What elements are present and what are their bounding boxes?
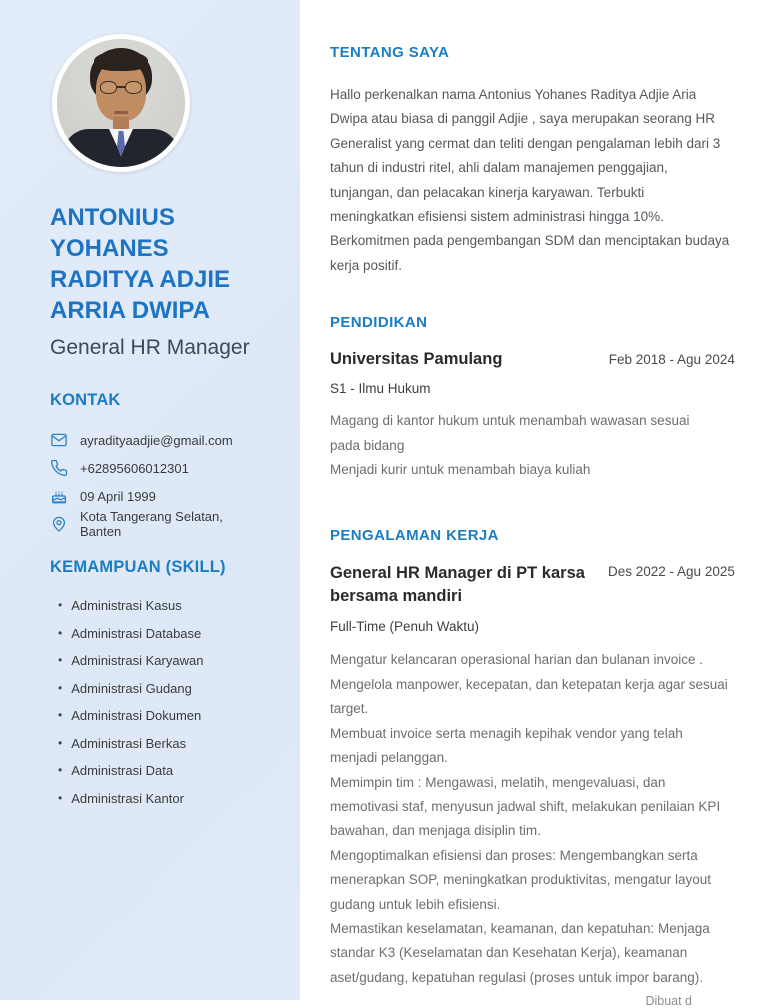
experience-duty-line: Membuat invoice serta menagih kepihak vendor yang telah menjadi pelanggan.: [330, 725, 683, 766]
contact-item-birthday: [50, 487, 264, 505]
skill-label: Administrasi Gudang: [71, 680, 192, 696]
contact-location-value: Kota Tangerang Selatan, Banten: [80, 509, 223, 539]
education-heading: PENDIDIKAN: [330, 314, 428, 332]
experience-heading: PENGALAMAN KERJA: [330, 527, 499, 545]
skill-label: Administrasi Data: [71, 763, 174, 778]
experience-duty-line: Mengoptimalkan efisiensi dan proses: Mengembangkan serta menerapkan SOP, meningkatkan produktivitas, mengatur layout gudang untuk lebih efisiensi.: [330, 847, 711, 912]
phone-icon: [50, 459, 68, 477]
contact-phone-value: +62895606012301: [80, 460, 189, 476]
sidebar: [0, 0, 300, 1000]
skills-list: [50, 598, 264, 806]
photo-mouth: [114, 111, 128, 114]
skill-label: Administrasi Kantor: [71, 790, 184, 806]
photo-glasses-right-lens: [125, 81, 142, 94]
birthday-icon: [50, 487, 68, 505]
skill-label: Administrasi Karyawan: [71, 653, 204, 668]
skill-item: [50, 763, 264, 778]
education-title-row: [330, 350, 735, 369]
skill-label: Administrasi Kasus: [71, 598, 182, 613]
experience-duty-line: Memastikan keselamatan, keamanan, dan kepatuhan: Menjaga standar K3 (Keselamatan dan Kesehatan Kerja), keamanan aset/gudang, kepatuhan regulasi (proses untuk impor barang).: [330, 920, 710, 985]
skill-item: [50, 653, 264, 668]
experience-duties: [330, 648, 735, 990]
skills-heading: KEMAMPUAN (SKILL): [50, 558, 226, 576]
candidate-job-title: General HR Manager: [50, 336, 250, 359]
education-institution: Universitas Pamulang: [330, 350, 503, 369]
experience-period: Des 2022 - Agu 2025: [608, 564, 735, 580]
skill-item: [50, 681, 264, 696]
education-section: [330, 314, 735, 482]
skill-label: Administrasi Dokumen: [71, 708, 202, 723]
experience-duty-line: Mengelola manpower, kecepatan, dan ketepatan kerja agar sesuai target.: [330, 676, 728, 717]
skill-item: [50, 598, 264, 613]
location-icon: [50, 515, 68, 533]
skill-item: [50, 791, 264, 806]
skill-item: [50, 708, 264, 723]
skill-label: Administrasi Database: [71, 625, 202, 641]
profile-photo: [52, 34, 190, 172]
contact-list: [50, 431, 264, 539]
bullet-icon: •: [58, 598, 63, 612]
education-detail-line: Menjadi kurir untuk menambah biaya kuliah: [330, 462, 591, 478]
experience-title-row: [330, 562, 735, 608]
email-icon: [50, 431, 68, 449]
candidate-name: ANTONIUS YOHANES RADITYA ADJIE ARRIA DWIPA: [50, 204, 231, 324]
contact-item-phone: [50, 459, 264, 477]
bullet-icon: •: [58, 735, 63, 750]
photo-glasses: [99, 81, 143, 95]
bullet-icon: •: [58, 625, 63, 640]
education-period: Feb 2018 - Agu 2024: [608, 352, 735, 368]
experience-duty-line: Mengatur kelancaran operasional harian dan bulanan invoice .: [330, 652, 704, 668]
experience-duty-line: Memimpin tim : Mengawasi, melatih, mengevaluasi, dan memotivasi staf, menyusun jadwal shift, melakukan penilaian KPI bawahan, dan menjaga disiplin tim.: [330, 774, 721, 839]
bullet-icon: •: [58, 653, 63, 667]
contact-birthday-value: 09 April 1999: [80, 488, 156, 504]
contact-item-email: [50, 431, 264, 449]
bullet-icon: •: [58, 680, 63, 695]
photo-fringe: [94, 51, 148, 71]
photo-glasses-bridge: [117, 86, 125, 88]
bullet-icon: •: [58, 708, 63, 722]
bullet-icon: •: [58, 763, 63, 777]
builder-watermark: Dibuat d: [645, 994, 692, 1008]
photo-glasses-left-lens: [100, 81, 117, 94]
bullet-icon: •: [58, 790, 63, 805]
education-details: [330, 409, 735, 482]
experience-section: [330, 527, 735, 990]
experience-employment-type: Full-Time (Penuh Waktu): [330, 619, 480, 635]
about-text: Hallo perkenalkan nama Antonius Yohanes Raditya Adjie Aria Dwipa atau biasa di panggil Adjie , saya merupakan seorang HR Generalist yang cermat dan teliti dengan pengalaman lebih dari 3 tahun di industri ritel, ahli dalam manajemen penggajian, tunjangan, dan pelacakan kinerja karyawan. Terbukti meningkatkan efisiensi sistem administrasi hingga 10%. Berkomitmen pada pengembangan SDM dan menciptakan budaya kerja positif.: [330, 87, 730, 273]
skill-item: [50, 626, 264, 641]
contact-heading: KONTAK: [50, 391, 121, 409]
experience-job-title: General HR Manager di PT karsa bersama mandiri: [330, 564, 585, 606]
skill-item: [50, 736, 264, 751]
skill-label: Administrasi Berkas: [71, 735, 187, 751]
education-degree: S1 - Ilmu Hukum: [330, 381, 431, 397]
profile-photo-circle: [52, 34, 190, 172]
contact-email-value: ayradityaadjie@gmail.com: [80, 432, 233, 448]
about-section: [330, 44, 735, 278]
education-detail-line: Magang di kantor hukum untuk menambah wawasan sesuai pada bidang: [330, 413, 690, 453]
about-heading: TENTANG SAYA: [330, 44, 450, 61]
contact-item-location: [50, 509, 264, 539]
main-content: [300, 0, 774, 1000]
